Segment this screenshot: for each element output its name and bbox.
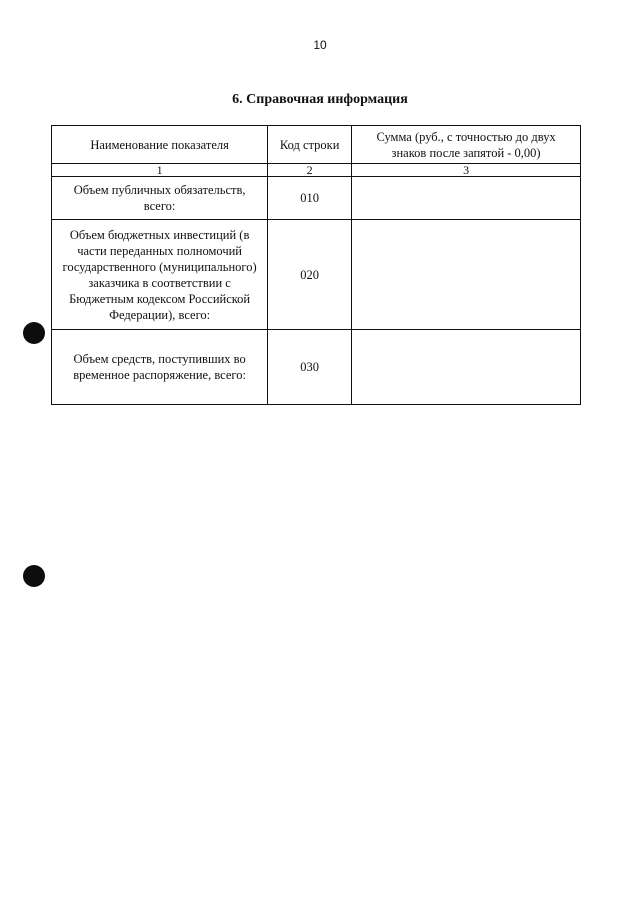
row-code: 030 [268, 330, 352, 405]
punch-hole-mark [23, 322, 45, 344]
row-indicator-name: Объем публичных обязательств, всего: [52, 177, 268, 220]
column-number-2: 2 [268, 164, 352, 177]
punch-hole-mark [23, 565, 45, 587]
reference-info-table [51, 125, 581, 405]
column-number-3: 3 [352, 164, 581, 177]
table-row [52, 220, 581, 330]
column-number-row [52, 164, 581, 177]
row-sum-cell [352, 330, 581, 405]
table-row [52, 177, 581, 220]
section-title: 6. Справочная информация [232, 92, 408, 107]
row-indicator-name: Объем бюджетных инвестиций (в части переданных полномочий государственного (муниципального) заказчика в соответствии с Бюджетным кодексом Российской Федерации), всего: [52, 220, 268, 330]
column-number-1: 1 [52, 164, 268, 177]
table-header-row [52, 126, 581, 164]
row-indicator-name: Объем средств, поступивших во временное распоряжение, всего: [52, 330, 268, 405]
row-sum-cell [352, 177, 581, 220]
header-sum: Сумма (руб., с точностью до двух знаков после запятой - 0,00) [352, 126, 581, 164]
row-code: 010 [268, 177, 352, 220]
row-sum-cell [352, 220, 581, 330]
header-row-code: Код строки [268, 126, 352, 164]
page-number: 10 [313, 38, 327, 52]
table-row [52, 330, 581, 405]
header-indicator-name: Наименование показателя [52, 126, 268, 164]
row-code: 020 [268, 220, 352, 330]
